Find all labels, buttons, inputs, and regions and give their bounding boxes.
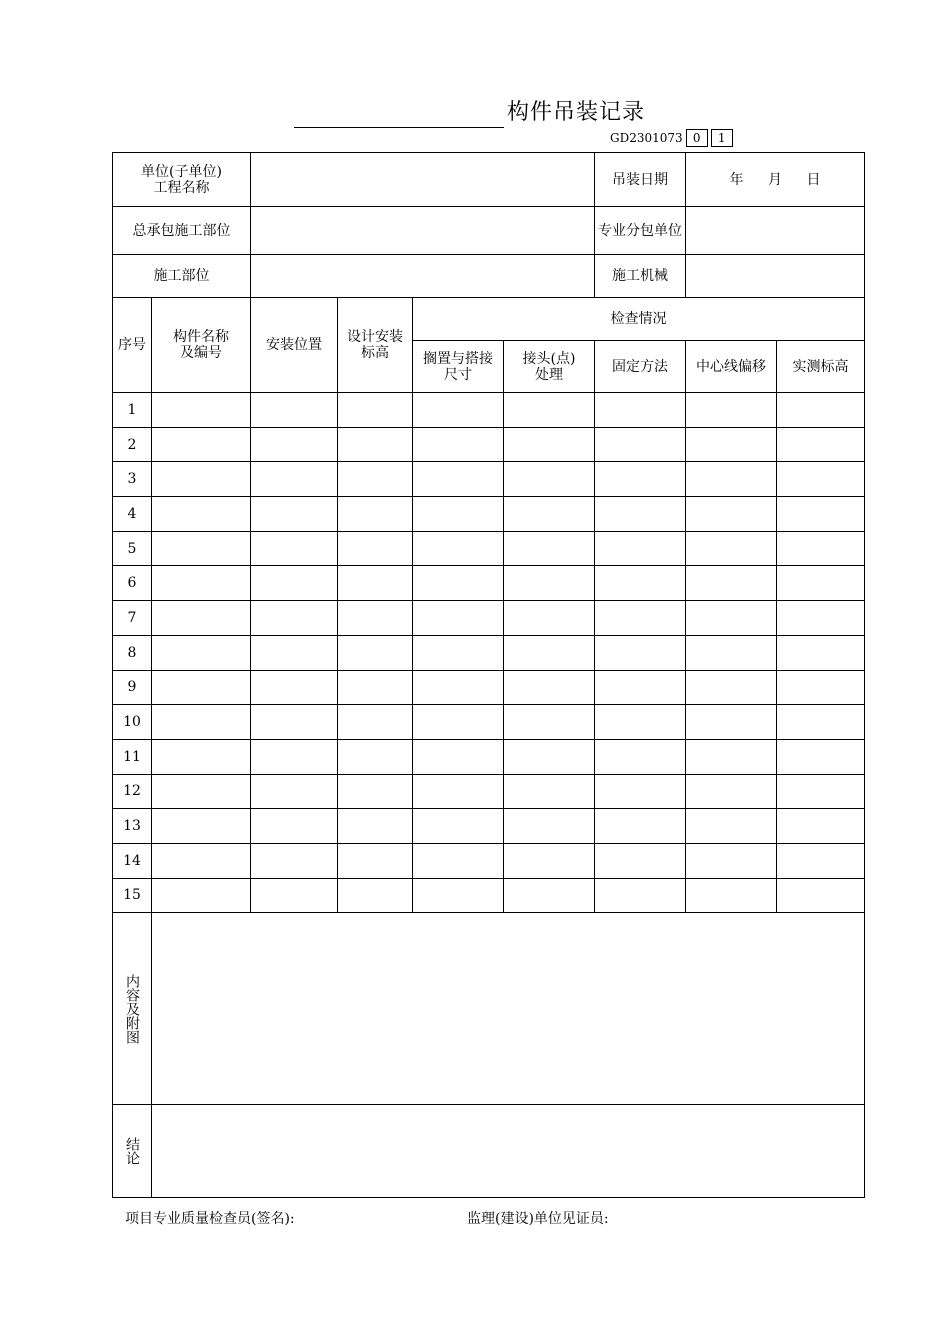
cell-rest-size[interactable] [413, 739, 504, 774]
cell-measured-elevation[interactable] [777, 566, 865, 601]
cell-fix-method[interactable] [595, 601, 686, 636]
cell-center-offset[interactable] [686, 670, 777, 705]
header-row-unit [113, 153, 865, 207]
content-row [113, 913, 865, 1105]
row-seq: 7 [113, 601, 152, 636]
row-seq: 3 [113, 462, 152, 497]
cell-position[interactable] [251, 705, 338, 740]
header-row-contractor [113, 207, 865, 255]
table-row [113, 497, 865, 532]
cell-position[interactable] [251, 393, 338, 428]
cell-design-elevation[interactable] [338, 739, 413, 774]
cell-rest-size[interactable] [413, 601, 504, 636]
cell-design-elevation[interactable] [338, 878, 413, 913]
row-seq: 1 [113, 393, 152, 428]
cell-design-elevation[interactable] [338, 809, 413, 844]
cell-fix-method[interactable] [595, 670, 686, 705]
date-value-field[interactable] [686, 153, 865, 207]
table-row [113, 393, 865, 428]
cell-joint[interactable] [504, 462, 595, 497]
row-seq: 6 [113, 566, 152, 601]
site-label: 施工部位 [113, 255, 251, 298]
cell-design-elevation[interactable] [338, 462, 413, 497]
table-row [113, 601, 865, 636]
row-seq: 10 [113, 705, 152, 740]
cell-measured-elevation[interactable] [777, 774, 865, 809]
cell-position[interactable] [251, 739, 338, 774]
row-seq: 11 [113, 739, 152, 774]
cell-position[interactable] [251, 809, 338, 844]
cell-rest-size[interactable] [413, 843, 504, 878]
conclusion-field[interactable] [152, 1105, 865, 1198]
col-joint: 接头(点) 处理 [504, 341, 595, 393]
cell-name[interactable] [152, 566, 251, 601]
cell-measured-elevation[interactable] [777, 635, 865, 670]
cell-rest-size[interactable] [413, 427, 504, 462]
table-row [113, 462, 865, 497]
cell-joint[interactable] [504, 427, 595, 462]
cell-fix-method[interactable] [595, 462, 686, 497]
cell-joint[interactable] [504, 739, 595, 774]
form-code-box-2: 1 [711, 129, 733, 147]
cell-design-elevation[interactable] [338, 427, 413, 462]
row-seq: 14 [113, 843, 152, 878]
cell-center-offset[interactable] [686, 427, 777, 462]
cell-joint[interactable] [504, 670, 595, 705]
table-row [113, 705, 865, 740]
subcontractor-label: 专业分包单位 [595, 207, 686, 255]
cell-name[interactable] [152, 878, 251, 913]
site-value-field[interactable] [251, 255, 595, 298]
cell-center-offset[interactable] [686, 705, 777, 740]
table-row [113, 843, 865, 878]
col-design-elevation: 设计安装 标高 [338, 298, 413, 393]
cell-position[interactable] [251, 843, 338, 878]
cell-design-elevation[interactable] [338, 774, 413, 809]
table-row [113, 809, 865, 844]
cell-measured-elevation[interactable] [777, 705, 865, 740]
table-row [113, 774, 865, 809]
cell-center-offset[interactable] [686, 809, 777, 844]
cell-name[interactable] [152, 601, 251, 636]
cell-name[interactable] [152, 462, 251, 497]
record-table [112, 152, 865, 1198]
cell-design-elevation[interactable] [338, 705, 413, 740]
cell-measured-elevation[interactable] [777, 843, 865, 878]
contractor-value-field[interactable] [251, 207, 595, 255]
cell-name[interactable] [152, 497, 251, 532]
cell-measured-elevation[interactable] [777, 878, 865, 913]
row-seq: 13 [113, 809, 152, 844]
cell-rest-size[interactable] [413, 393, 504, 428]
cell-position[interactable] [251, 635, 338, 670]
row-seq: 2 [113, 427, 152, 462]
cell-name[interactable] [152, 531, 251, 566]
cell-joint[interactable] [504, 705, 595, 740]
content-label: 内容及附图 [113, 913, 152, 1105]
cell-joint[interactable] [504, 566, 595, 601]
col-position: 安装位置 [251, 298, 338, 393]
cell-fix-method[interactable] [595, 393, 686, 428]
unit-label: 单位(子单位) 工程名称 [113, 153, 251, 207]
table-row [113, 531, 865, 566]
col-fix-method: 固定方法 [595, 341, 686, 393]
machinery-value-field[interactable] [686, 255, 865, 298]
cell-center-offset[interactable] [686, 878, 777, 913]
cell-measured-elevation[interactable] [777, 670, 865, 705]
form-code-box-1: 0 [686, 129, 708, 147]
machinery-label: 施工机械 [595, 255, 686, 298]
col-name: 构件名称 及编号 [152, 298, 251, 393]
cell-center-offset[interactable] [686, 462, 777, 497]
cell-center-offset[interactable] [686, 531, 777, 566]
cell-joint[interactable] [504, 601, 595, 636]
date-day: 日 [806, 171, 821, 188]
cell-design-elevation[interactable] [338, 843, 413, 878]
cell-name[interactable] [152, 739, 251, 774]
table-row [113, 878, 865, 913]
conclusion-label: 结论 [113, 1105, 152, 1198]
table-row [113, 635, 865, 670]
cell-position[interactable] [251, 531, 338, 566]
cell-fix-method[interactable] [595, 739, 686, 774]
cell-position[interactable] [251, 774, 338, 809]
title-blank-line[interactable] [294, 127, 504, 128]
subcontractor-value-field[interactable] [686, 207, 865, 255]
table-row [113, 670, 865, 705]
cell-name[interactable] [152, 635, 251, 670]
cell-position[interactable] [251, 601, 338, 636]
contractor-label: 总承包施工部位 [113, 207, 251, 255]
cell-rest-size[interactable] [413, 878, 504, 913]
unit-value-field[interactable] [251, 153, 595, 207]
row-seq: 8 [113, 635, 152, 670]
col-seq: 序号 [113, 298, 152, 393]
cell-name[interactable] [152, 427, 251, 462]
cell-rest-size[interactable] [413, 670, 504, 705]
cell-rest-size[interactable] [413, 774, 504, 809]
col-center-offset: 中心线偏移 [686, 341, 777, 393]
cell-fix-method[interactable] [595, 635, 686, 670]
table-row [113, 427, 865, 462]
cell-joint[interactable] [504, 531, 595, 566]
cell-fix-method[interactable] [595, 843, 686, 878]
cell-center-offset[interactable] [686, 601, 777, 636]
cell-design-elevation[interactable] [338, 635, 413, 670]
cell-joint[interactable] [504, 393, 595, 428]
cell-name[interactable] [152, 809, 251, 844]
supervisor-witness-label: 监理(建设)单位见证员: [467, 1211, 609, 1227]
row-seq: 12 [113, 774, 152, 809]
cell-fix-method[interactable] [595, 497, 686, 532]
form-code [610, 129, 733, 147]
cell-fix-method[interactable] [595, 774, 686, 809]
cell-position[interactable] [251, 462, 338, 497]
cell-fix-method[interactable] [595, 566, 686, 601]
cell-fix-method[interactable] [595, 427, 686, 462]
cell-position[interactable] [251, 566, 338, 601]
row-seq: 15 [113, 878, 152, 913]
cell-measured-elevation[interactable] [777, 601, 865, 636]
cell-position[interactable] [251, 497, 338, 532]
cell-joint[interactable] [504, 635, 595, 670]
cell-measured-elevation[interactable] [777, 739, 865, 774]
cell-center-offset[interactable] [686, 774, 777, 809]
cell-joint[interactable] [504, 809, 595, 844]
cell-name[interactable] [152, 705, 251, 740]
cell-design-elevation[interactable] [338, 531, 413, 566]
cell-measured-elevation[interactable] [777, 497, 865, 532]
cell-joint[interactable] [504, 878, 595, 913]
cell-rest-size[interactable] [413, 462, 504, 497]
cell-rest-size[interactable] [413, 809, 504, 844]
cell-measured-elevation[interactable] [777, 427, 865, 462]
cell-name[interactable] [152, 670, 251, 705]
cell-center-offset[interactable] [686, 566, 777, 601]
date-month: 月 [768, 171, 782, 188]
cell-joint[interactable] [504, 843, 595, 878]
cell-joint[interactable] [504, 497, 595, 532]
cell-center-offset[interactable] [686, 393, 777, 428]
date-year: 年 [729, 171, 744, 188]
cell-design-elevation[interactable] [338, 393, 413, 428]
cell-design-elevation[interactable] [338, 670, 413, 705]
cell-center-offset[interactable] [686, 739, 777, 774]
cell-fix-method[interactable] [595, 878, 686, 913]
content-field[interactable] [152, 913, 865, 1105]
cell-rest-size[interactable] [413, 705, 504, 740]
cell-rest-size[interactable] [413, 531, 504, 566]
cell-name[interactable] [152, 774, 251, 809]
header-row-site [113, 255, 865, 298]
cell-rest-size[interactable] [413, 566, 504, 601]
cell-rest-size[interactable] [413, 635, 504, 670]
cell-fix-method[interactable] [595, 705, 686, 740]
row-seq: 4 [113, 497, 152, 532]
inspector-signature-label: 项目专业质量检查员(签名): [125, 1211, 295, 1227]
cell-position[interactable] [251, 670, 338, 705]
cell-position[interactable] [251, 427, 338, 462]
cell-design-elevation[interactable] [338, 497, 413, 532]
cell-design-elevation[interactable] [338, 566, 413, 601]
conclusion-row [113, 1105, 865, 1198]
cell-fix-method[interactable] [595, 809, 686, 844]
row-seq: 5 [113, 531, 152, 566]
cell-center-offset[interactable] [686, 635, 777, 670]
table-row [113, 739, 865, 774]
cell-center-offset[interactable] [686, 497, 777, 532]
cell-name[interactable] [152, 393, 251, 428]
page-title: 构件吊装记录 [507, 100, 646, 125]
cell-fix-method[interactable] [595, 531, 686, 566]
cell-measured-elevation[interactable] [777, 393, 865, 428]
cell-measured-elevation[interactable] [777, 462, 865, 497]
date-label: 吊装日期 [595, 153, 686, 207]
cell-name[interactable] [152, 843, 251, 878]
cell-position[interactable] [251, 878, 338, 913]
table-row [113, 566, 865, 601]
col-measured-elevation: 实测标高 [777, 341, 865, 393]
cell-joint[interactable] [504, 774, 595, 809]
cell-design-elevation[interactable] [338, 601, 413, 636]
col-inspection: 检查情况 [413, 298, 865, 341]
row-seq: 9 [113, 670, 152, 705]
cell-measured-elevation[interactable] [777, 531, 865, 566]
cell-center-offset[interactable] [686, 843, 777, 878]
cell-measured-elevation[interactable] [777, 809, 865, 844]
cell-rest-size[interactable] [413, 497, 504, 532]
form-code-number: GD2301073 [610, 131, 683, 145]
col-rest-size: 搁置与搭接 尺寸 [413, 341, 504, 393]
column-header-row-1 [113, 298, 865, 341]
data-rows [113, 393, 865, 913]
